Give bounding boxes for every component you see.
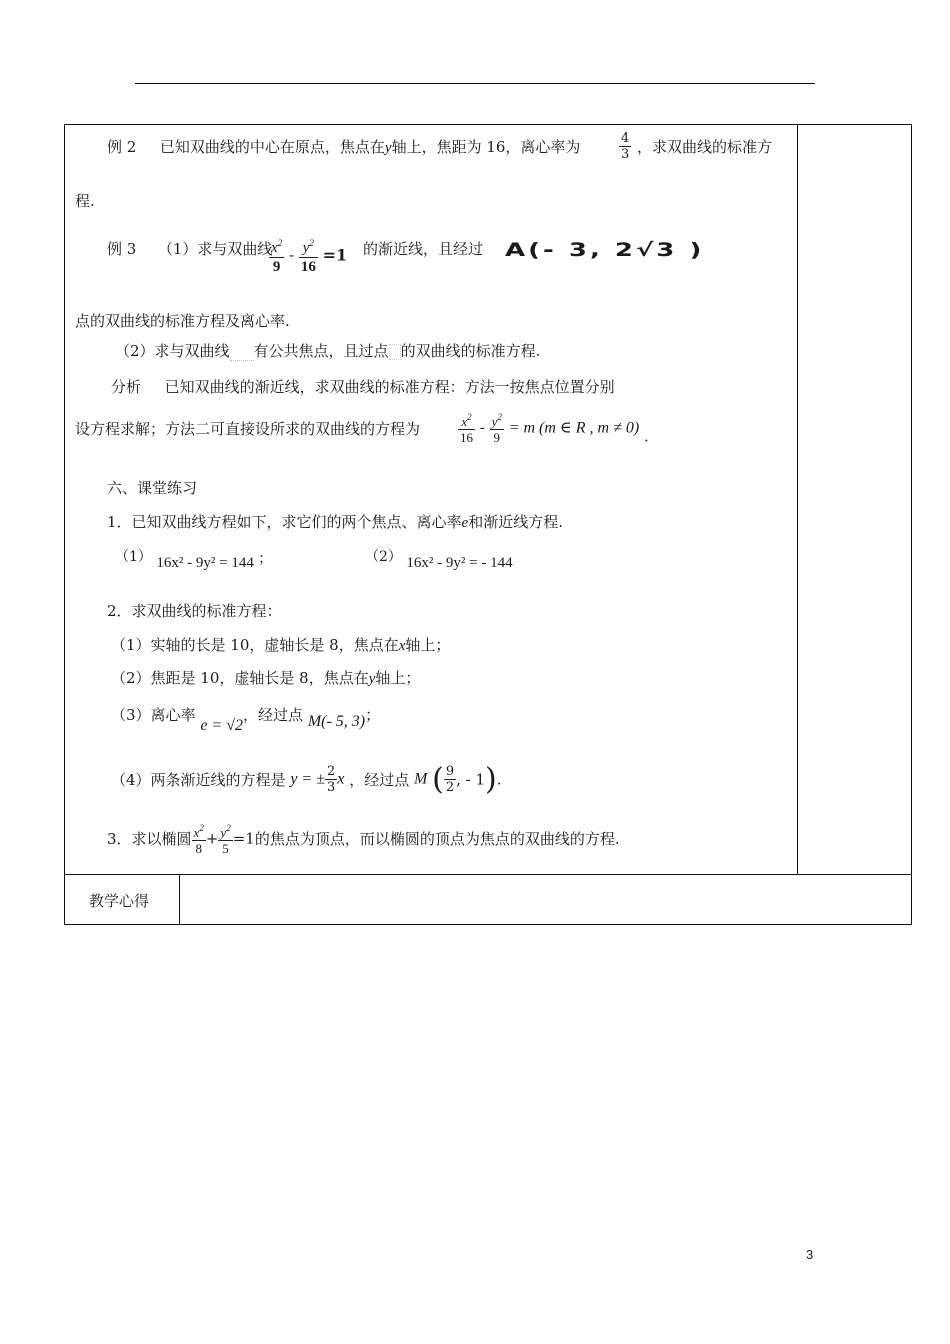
q2-4: （4）两条渐近线的方程是 y = ± $\frac{2}{3}$ x ，经过点 M ( $\frac{9}{2}$ , - 1).	[111, 762, 502, 797]
example2-text4: 程.	[75, 192, 95, 210]
example3-label: 例 3	[107, 240, 137, 258]
point-image-placeholder	[389, 344, 401, 360]
example3-part1-end: 点的双曲线的标准方程及离心率.	[75, 312, 290, 330]
analysis-equation: $\frac{x^2}{16}$ - $\frac{y^2}{9}$ = m (m ∈ R , m ≠ 0) .	[460, 412, 649, 446]
q1-1: （1） 16x² - 9y² = 144 ；	[115, 549, 273, 571]
example3-line1	[107, 239, 272, 259]
example2-var-y: y	[384, 140, 392, 156]
q2-line: 2．求双曲线的标准方程：	[107, 602, 282, 620]
section6-heading: 六、课堂练习	[107, 479, 198, 497]
header-rule	[135, 83, 815, 84]
example2-line1	[107, 137, 580, 158]
example3-part1-mid: 的渐近线，且经过	[363, 240, 484, 258]
q3-line: 3．求以椭圆 $\frac{x^2}{8}$ + $\frac{y^2}{5}$ =1的焦点为顶点，而以椭圆的顶点为焦点的双曲线的方程.	[107, 823, 620, 856]
q2-2: （2）焦距是 10，虚轴长是 8，焦点在y轴上；	[111, 669, 421, 687]
q1-line: 1．已知双曲线方程如下，求它们的两个焦点、离心率e和渐近线方程.	[107, 513, 563, 531]
example3-hyperbola-eq: $\frac{x^2}{9}$ - $\frac{y^2}{16}$ =1	[269, 234, 347, 276]
hyperbola-image-placeholder	[230, 344, 254, 361]
point-A-image: A(- 3, 2√3 )	[505, 240, 705, 261]
page-number: 3	[806, 1247, 814, 1262]
example2-text: 已知双曲线的中心在原点，焦点在	[159, 138, 385, 156]
example3-part2: （2）求与双曲线 有公共焦点，且过点 的双曲线的标准方程.	[115, 342, 541, 360]
example2-text2: 轴上，焦距为 16，离心率为	[391, 138, 581, 156]
analysis-line1: 分析 已知双曲线的渐近线，求双曲线的标准方程：方法一按焦点位置分别	[111, 378, 615, 396]
example2-text3: ，求双曲线的标准方	[637, 138, 773, 156]
teaching-notes-label: 教学心得	[89, 892, 150, 910]
q1-2: （2） 16x² - 9y² = - 144	[365, 549, 513, 571]
example3-part1-prefix: （1）求与双曲线	[157, 240, 273, 258]
example2-eccentricity-fraction: $\frac{4}{3}$	[621, 131, 630, 162]
q2-1: （1）实轴的长是 10，虚轴长是 8，焦点在x轴上；	[111, 636, 451, 654]
q2-3: （3）离心率 e = √2，经过点 M(- 5, 3)；	[111, 706, 381, 734]
example2-label: 例 2	[107, 138, 137, 156]
analysis-line2: 设方程求解；方法二可直接设所求的双曲线的方程为	[75, 420, 421, 438]
